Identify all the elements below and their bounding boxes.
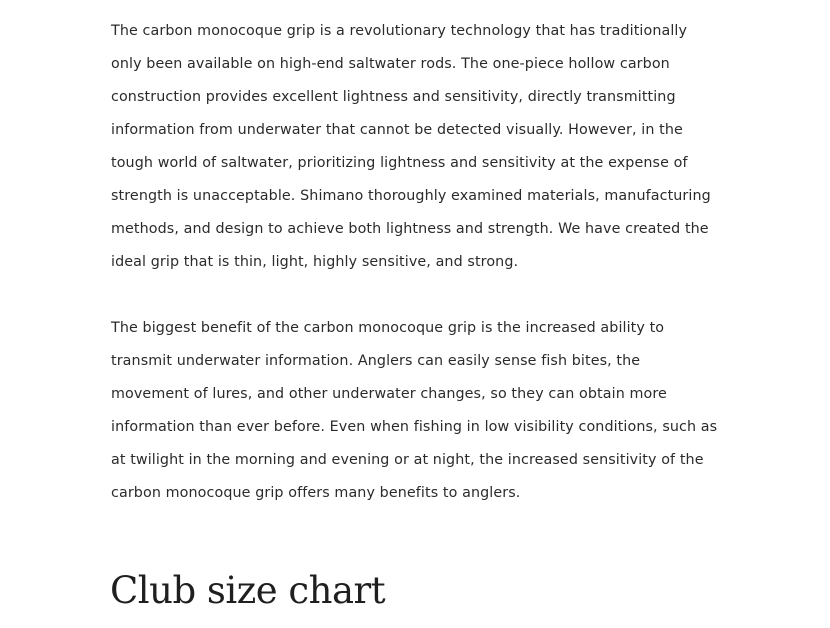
article-body [111,15,721,510]
paragraph-monocoque-grip-benefit: The biggest benefit of the carbon monocoque grip is the increased ability to transmit underwater information. Anglers can easily sense fish bites, the movement of lures, and other underwater changes, so they can obtain more information than ever before. Even when fishing in low visibility conditions, such as at twilight in the morning and evening or at night, the increased sensitivity of the carbon monocoque grip offers many benefits to anglers. [111,320,718,501]
paragraph-monocoque-grip-intro: The carbon monocoque grip is a revolutionary technology that has traditionally only been available on high-end saltwater rods. The one-piece hollow carbon construction provides excellent lightness and sensitivity, directly transmitting information from underwater that cannot be detected visually. However, in the tough world of saltwater, prioritizing lightness and sensitivity at the expense of strength is unacceptable. Shimano thoroughly examined materials, manufacturing methods, and design to achieve both lightness and strength. We have created the ideal grip that is thin, light, highly sensitive, and strong. [111,23,711,270]
section-heading-club-size-chart: Club size chart [110,569,386,612]
